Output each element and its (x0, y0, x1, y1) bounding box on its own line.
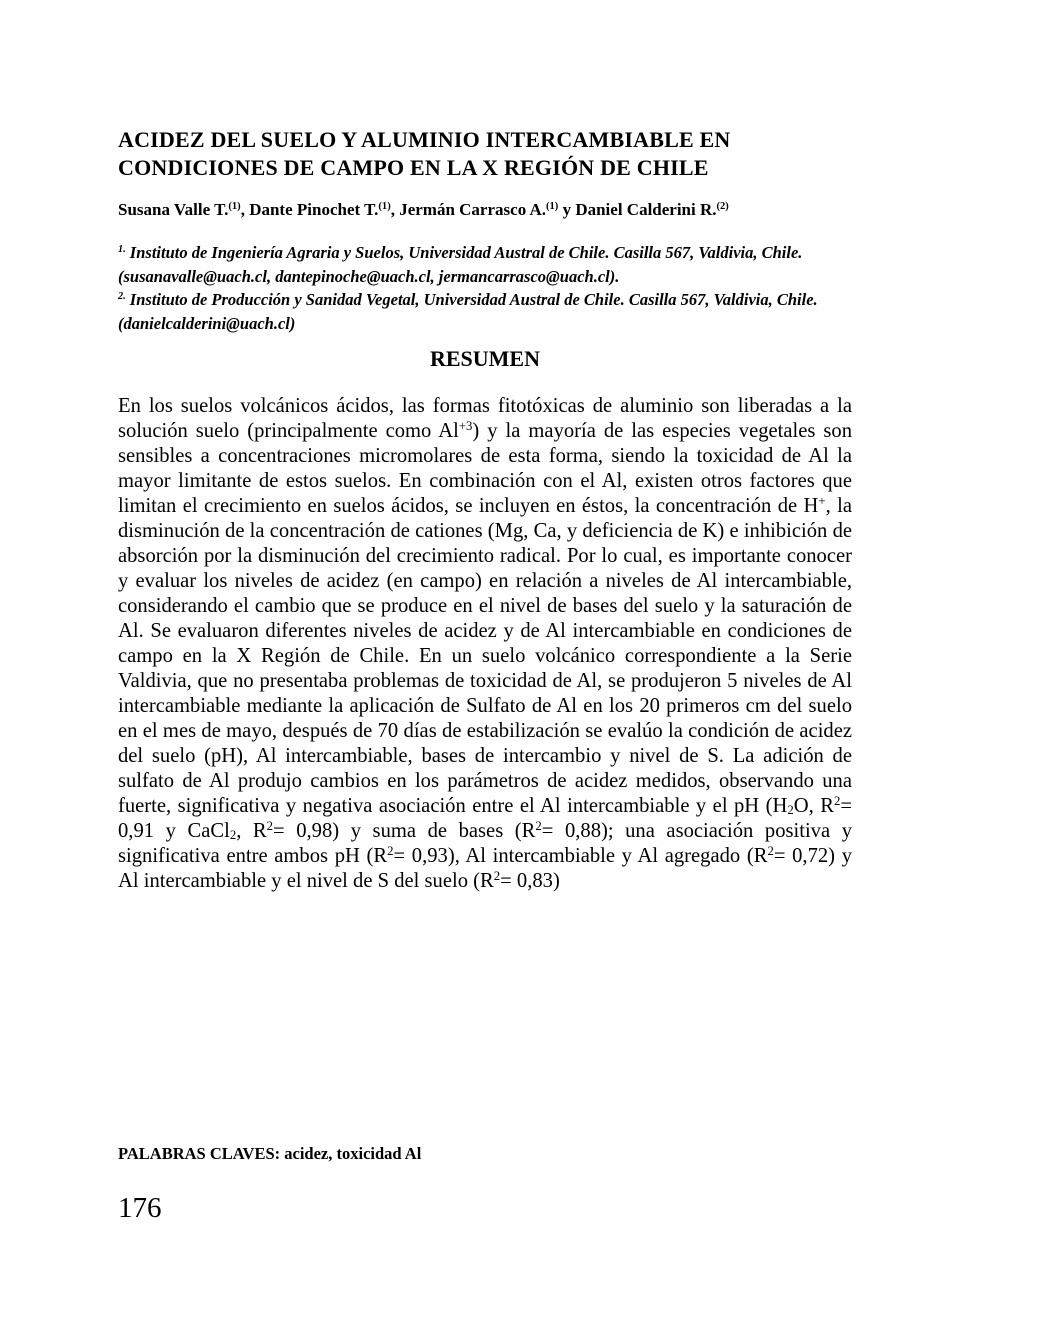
keywords-line: PALABRAS CLAVES: acidez, toxicidad Al (118, 1144, 422, 1163)
article-title: ACIDEZ DEL SUELO Y ALUMINIO INTERCAMBIABLE EN CONDICIONES DE CAMPO EN LA X REGIÓN DE CHILE (118, 127, 731, 180)
affiliation-2: $^{2.}$ Instituto de Producción y Sanidad Vegetal, Universidad Austral de Chile. Casilla 567, Valdivia, Chile. (danielcalderini@uach.cl) (118, 290, 818, 333)
affiliation-1: $^{1.}$ Instituto de Ingeniería Agraria y Suelos, Universidad Austral de Chile. Casilla 567, Valdivia, Chile. (susanavalle@uach.cl, dantepinoche@uach.cl, jermancarrasco@uach.cl). (118, 243, 803, 286)
abstract-heading: RESUMEN (429, 346, 540, 371)
affiliations-block (118, 241, 852, 335)
abstract-paragraph: En los suelos volcánicos ácidos, las formas fitotóxicas de aluminio son liberadas a la solución suelo (principalmente como $Al^{+3}$) y la mayoría de las especies vegetales son sensibles a concentraciones micromolares de esta forma, siendo la toxicidad de Al la mayor limitante de estos suelos. En combinación con el Al, existen otros factores que limitan el crecimiento en suelos ácidos, se incluyen en éstos, la concentración de H+, la disminución de la concentración de cationes (Mg, Ca, y deficiencia de K) e inhibición de absorción por la disminución del crecimiento radical. Por lo cual, es importante conocer y evaluar los niveles de acidez (en campo) en relación a niveles de Al intercambiable, considerando el cambio que se produce en el nivel de bases del suelo y la saturación de Al. Se evaluaron diferentes niveles de acidez y de Al intercambiable en condiciones de campo en la X Región de Chile. En un suelo volcánico correspondiente a la Serie Valdivia, que no presentaba problemas de toxicidad de Al, se produjeron 5 niveles de Al intercambiable mediante la aplicación de Sulfato de Al en los 20 primeros cm del suelo en el mes de mayo, después de 70 días de estabilización se evalúo la condición de acidez del suelo (pH), Al intercambiable, bases de intercambio y nivel de S. La adición de sulfato de Al produjo cambios en los parámetros de acidez medidos, observando una fuerte, significativa y negativa asociación entre el Al intercambiable y el pH ($H_2O$, $R^2= 0,91$ y CaCl$_2$, $R^2= 0,98$) y suma de bases $(R^2= 0,88)$; una asociación positiva y significativa entre ambos pH $(R^2= 0,93)$, Al intercambiable y Al agregado $(R^2= 0,72)$ y Al intercambiable y el nivel de S del suelo $(R^2= 0,83)$ (118, 395, 853, 892)
page-number: 176 (118, 1192, 162, 1224)
authors-line: Susana Valle T.$^{(1)}$, Dante Pinochet T.$^{(1)}$, Jermán Carrasco A.$^{(1)}$ y Daniel Calderini R.$^{(2)}$ (118, 200, 729, 219)
